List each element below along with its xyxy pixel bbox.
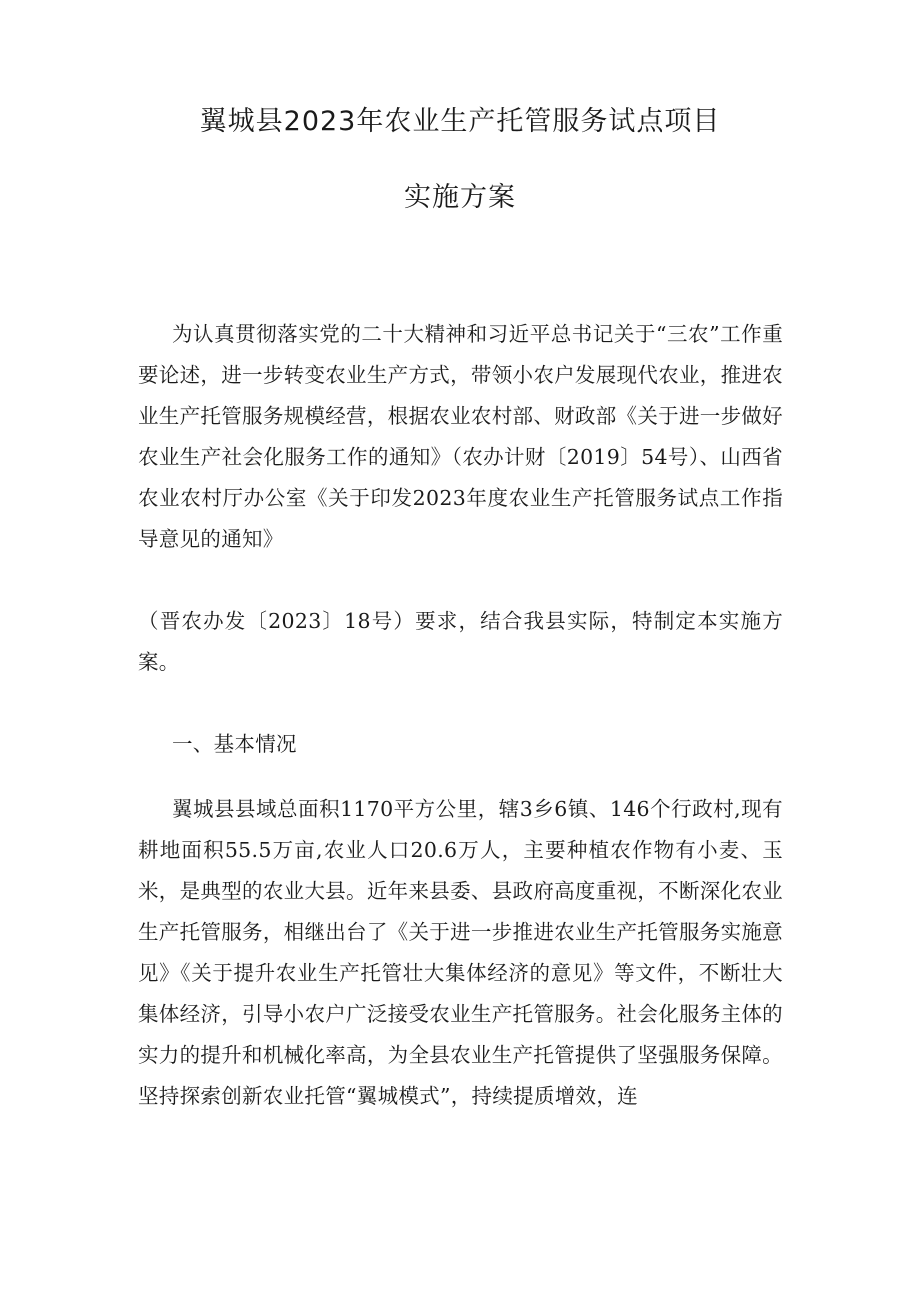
section-heading-basic-situation: 一、基本情况: [172, 732, 297, 756]
intro-paragraph: 为认真贯彻落实党的二十大精神和习近平总书记关于“三农”工作重要论述，进一步转变农业生产方式，带领小农户发展现代农业，推进农业生产托管服务规模经营，根据农业农村部、财政部《关于进一步做好农业生产社会化服务工作的通知》（农办计财〔2019〕54号）、山西省农业农村厅办公室《关于印发2023年度农业生产托管服务试点工作指导意见的通知》: [138, 322, 783, 551]
document-title-line-1: 翼城县2023年农业生产托管服务试点项目: [199, 106, 721, 137]
intro-paragraph-continuation: （晋农办发〔2023〕18号）要求，结合我县实际，特制定本实施方案。: [138, 609, 783, 674]
document-title-line-2: 实施方案: [404, 182, 516, 213]
basic-situation-paragraph: 翼城县县域总面积1170平方公里，辖3乡6镇、146个行政村,现有耕地面积55.5万亩,农业人口20.6万人，主要种植农作物有小麦、玉米，是典型的农业大县。近年来县委、县政府高度重视，不断深化农业生产托管服务，相继出台了《关于进一步推进农业生产托管服务实施意见》《关于提升农业生产托管壮大集体经济的意见》等文件，不断壮大集体经济，引导小农户广泛接受农业生产托管服务。社会化服务主体的实力的提升和机械化率高，为全县农业生产托管提供了坚强服务保障。坚持探索创新农业托管“翼城模式”，持续提质增效，连: [138, 797, 783, 1108]
